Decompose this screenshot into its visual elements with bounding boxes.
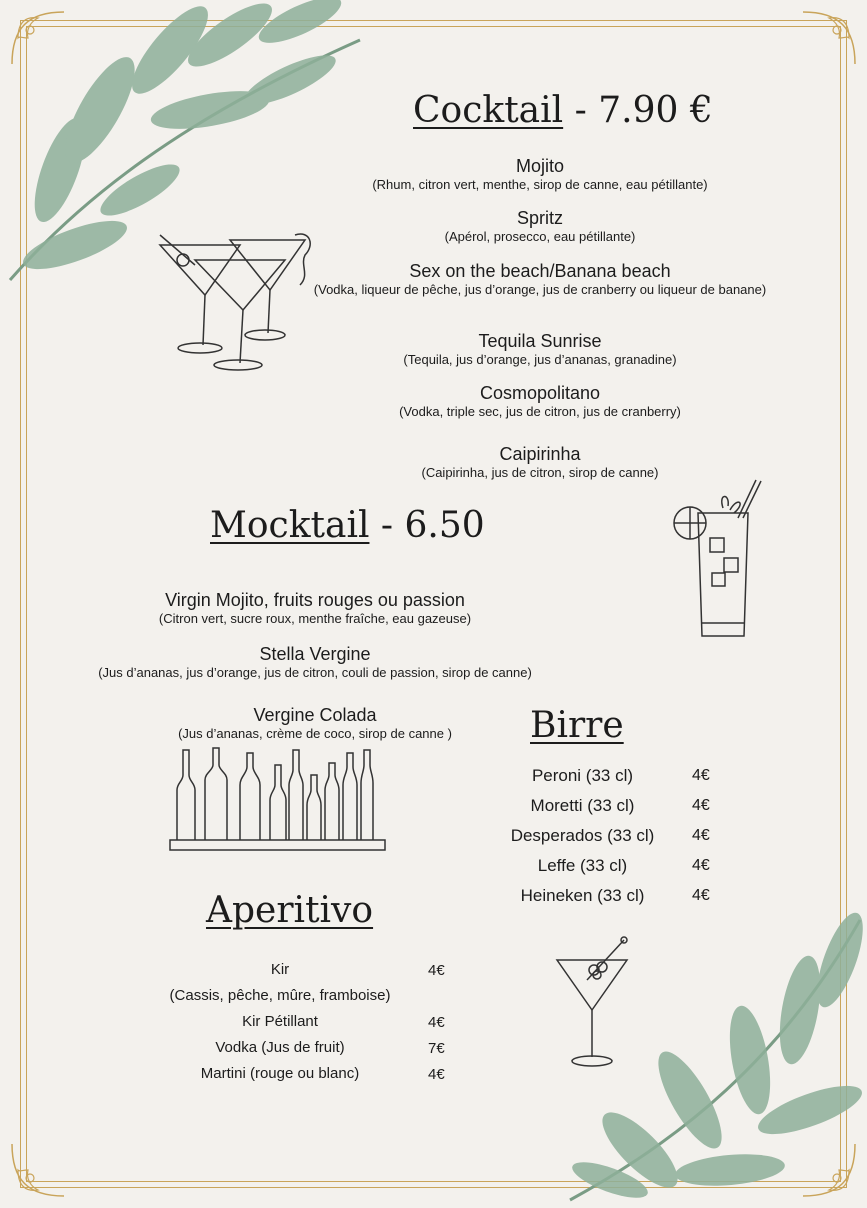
- mojito-glass-icon: [668, 478, 768, 643]
- aperitivo-price: 4€: [428, 962, 445, 979]
- mocktail-price: - 6.50: [380, 505, 485, 546]
- cocktail-price: - 7.90 €: [574, 90, 713, 131]
- aperitivo-name: Kir: [270, 961, 290, 978]
- martini-glass-icon: [552, 935, 632, 1070]
- list-item: Virgin Mojito, fruits rouges ou passion (Citron vert, sucre roux, menthe fraîche, eau gazeuse): [158, 590, 472, 626]
- ornament-corner-icon: [8, 1140, 68, 1200]
- list-item: Cosmopolitano (Vodka, triple sec, jus de citron, jus de cranberry): [399, 383, 681, 419]
- list-item: Spritz (Apérol, prosecco, eau pétillante): [444, 208, 636, 244]
- beer-name: Peroni (33 cl): [531, 766, 634, 785]
- cocktail-glasses-icon: [155, 225, 325, 375]
- beer-price: 4€: [692, 797, 710, 814]
- aperitivo-price: 4€: [428, 1014, 445, 1031]
- aperitivo-price: 4€: [428, 1066, 445, 1083]
- aperitivo-name: Kir Pétillant: [242, 1013, 318, 1030]
- ornament-corner-icon: [799, 8, 859, 68]
- beer-name: Heineken (33 cl): [520, 886, 645, 905]
- aperitivo-name: Vodka (Jus de fruit): [215, 1039, 345, 1056]
- mocktail-heading: [210, 505, 485, 546]
- beer-price: 4€: [692, 857, 710, 874]
- beer-price: 4€: [692, 767, 710, 784]
- cocktail-title: Cocktail: [413, 90, 564, 131]
- list-item: Sex on the beach/Banana beach (Vodka, liqueur de pêche, jus d’orange, jus de cranberry ou liqueur de banane): [313, 261, 767, 297]
- list-item: Stella Vergine (Jus d’ananas, jus d’orange, jus de citron, couli de passion, sirop de canne): [98, 644, 532, 680]
- beer-name: Moretti (33 cl): [530, 796, 635, 815]
- bottles-shelf-icon: [165, 745, 390, 860]
- list-item: Mojito (Rhum, citron vert, menthe, sirop de canne, eau pétillante): [372, 156, 708, 192]
- aperitivo-heading: [206, 890, 373, 931]
- birre-heading: [530, 705, 624, 746]
- mocktail-title: Mocktail: [210, 505, 370, 546]
- beer-price: 4€: [692, 887, 710, 904]
- list-item: Vergine Colada (Jus d’ananas, crème de coco, sirop de canne ): [178, 705, 452, 741]
- beer-name: Leffe (33 cl): [537, 856, 628, 875]
- aperitivo-name: (Cassis, pêche, mûre, framboise): [169, 987, 391, 1004]
- beer-price: 4€: [692, 827, 710, 844]
- aperitivo-title: Aperitivo: [206, 890, 374, 931]
- beer-name: Desperados (33 cl): [510, 826, 655, 845]
- aperitivo-name: Martini (rouge ou blanc): [200, 1065, 360, 1082]
- list-item: Tequila Sunrise (Tequila, jus d’orange, jus d’ananas, granadine): [403, 331, 677, 367]
- list-item: Caipirinha (Caipirinha, jus de citron, sirop de canne): [421, 444, 659, 480]
- birre-title: Birre: [530, 705, 624, 746]
- aperitivo-price: 7€: [428, 1040, 445, 1057]
- cocktail-heading: [413, 90, 713, 131]
